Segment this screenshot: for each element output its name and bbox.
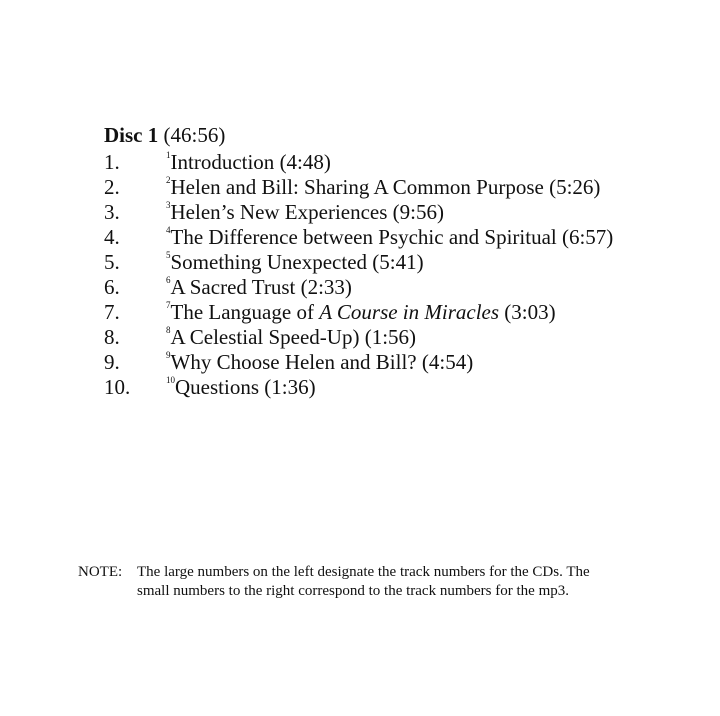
cd-track-number: 7. (104, 300, 120, 324)
note-line: The large numbers on the left designate the track numbers for the CDs. The (137, 564, 590, 580)
track-title: Questions (175, 375, 259, 399)
track-duration: (3:03) (504, 300, 556, 324)
mp3-track-number: 5 (166, 250, 171, 260)
track-title: A Celestial Speed-Up) (170, 325, 360, 349)
mp3-track-number: 4 (166, 225, 171, 235)
track-body (166, 225, 613, 250)
track-title: Why Choose Helen and Bill? (170, 350, 417, 374)
track-title: Helen and Bill: Sharing A Common Purpose (170, 175, 544, 199)
track-title-prefix: The Language of (170, 300, 314, 324)
note-label: NOTE: (78, 564, 123, 580)
track-duration: (1:56) (364, 325, 417, 349)
cd-track-number: 9. (104, 350, 120, 374)
track-duration: (1:36) (264, 375, 316, 399)
disc-duration: (46:56) (163, 123, 226, 147)
cd-track-number: 3. (104, 200, 120, 224)
track-body (166, 200, 444, 225)
track-body (166, 150, 331, 175)
cd-track-number: 8. (104, 325, 120, 349)
cd-track-number: 1. (104, 150, 120, 174)
mp3-track-number: 8 (166, 325, 171, 335)
track-duration: (6:57) (561, 225, 614, 249)
track-duration: (9:56) (392, 200, 444, 224)
track-body (166, 250, 424, 275)
mp3-track-number: 10 (166, 375, 175, 385)
track-body (166, 175, 600, 200)
cd-track-number: 5. (104, 250, 120, 274)
mp3-track-number: 6 (166, 275, 171, 285)
track-duration: (5:26) (549, 175, 601, 199)
cd-track-number: 2. (104, 175, 120, 199)
track-duration: (4:54) (421, 350, 474, 374)
mp3-track-number: 9 (166, 350, 171, 360)
disc-title: Disc 1 (104, 123, 159, 147)
track-body (166, 350, 473, 375)
track-body (166, 275, 352, 300)
note-text (137, 563, 637, 601)
track-duration: (5:41) (372, 250, 424, 274)
track-title: The Difference between Psychic and Spiritual (170, 225, 557, 249)
mp3-track-number: 3 (166, 200, 171, 210)
track-title: Introduction (170, 150, 275, 174)
disc-heading (104, 122, 225, 148)
track-title-italic: A Course in Miracles (319, 300, 500, 324)
track-body (166, 325, 416, 350)
mp3-track-number: 2 (166, 175, 171, 185)
track-title: A Sacred Trust (170, 275, 296, 299)
track-duration: (2:33) (300, 275, 352, 299)
cd-track-number: 4. (104, 225, 120, 249)
cd-track-number: 6. (104, 275, 120, 299)
note-line: small numbers to the right correspond to the track numbers for the mp3. (137, 583, 569, 599)
mp3-track-number: 7 (166, 300, 171, 310)
track-title: Helen’s New Experiences (170, 200, 388, 224)
track-duration: (4:48) (279, 150, 331, 174)
mp3-track-number: 1 (166, 150, 171, 160)
track-title: Something Unexpected (170, 250, 368, 274)
track-body (166, 300, 556, 325)
track-body (166, 375, 316, 400)
cd-track-number: 10. (104, 375, 131, 399)
